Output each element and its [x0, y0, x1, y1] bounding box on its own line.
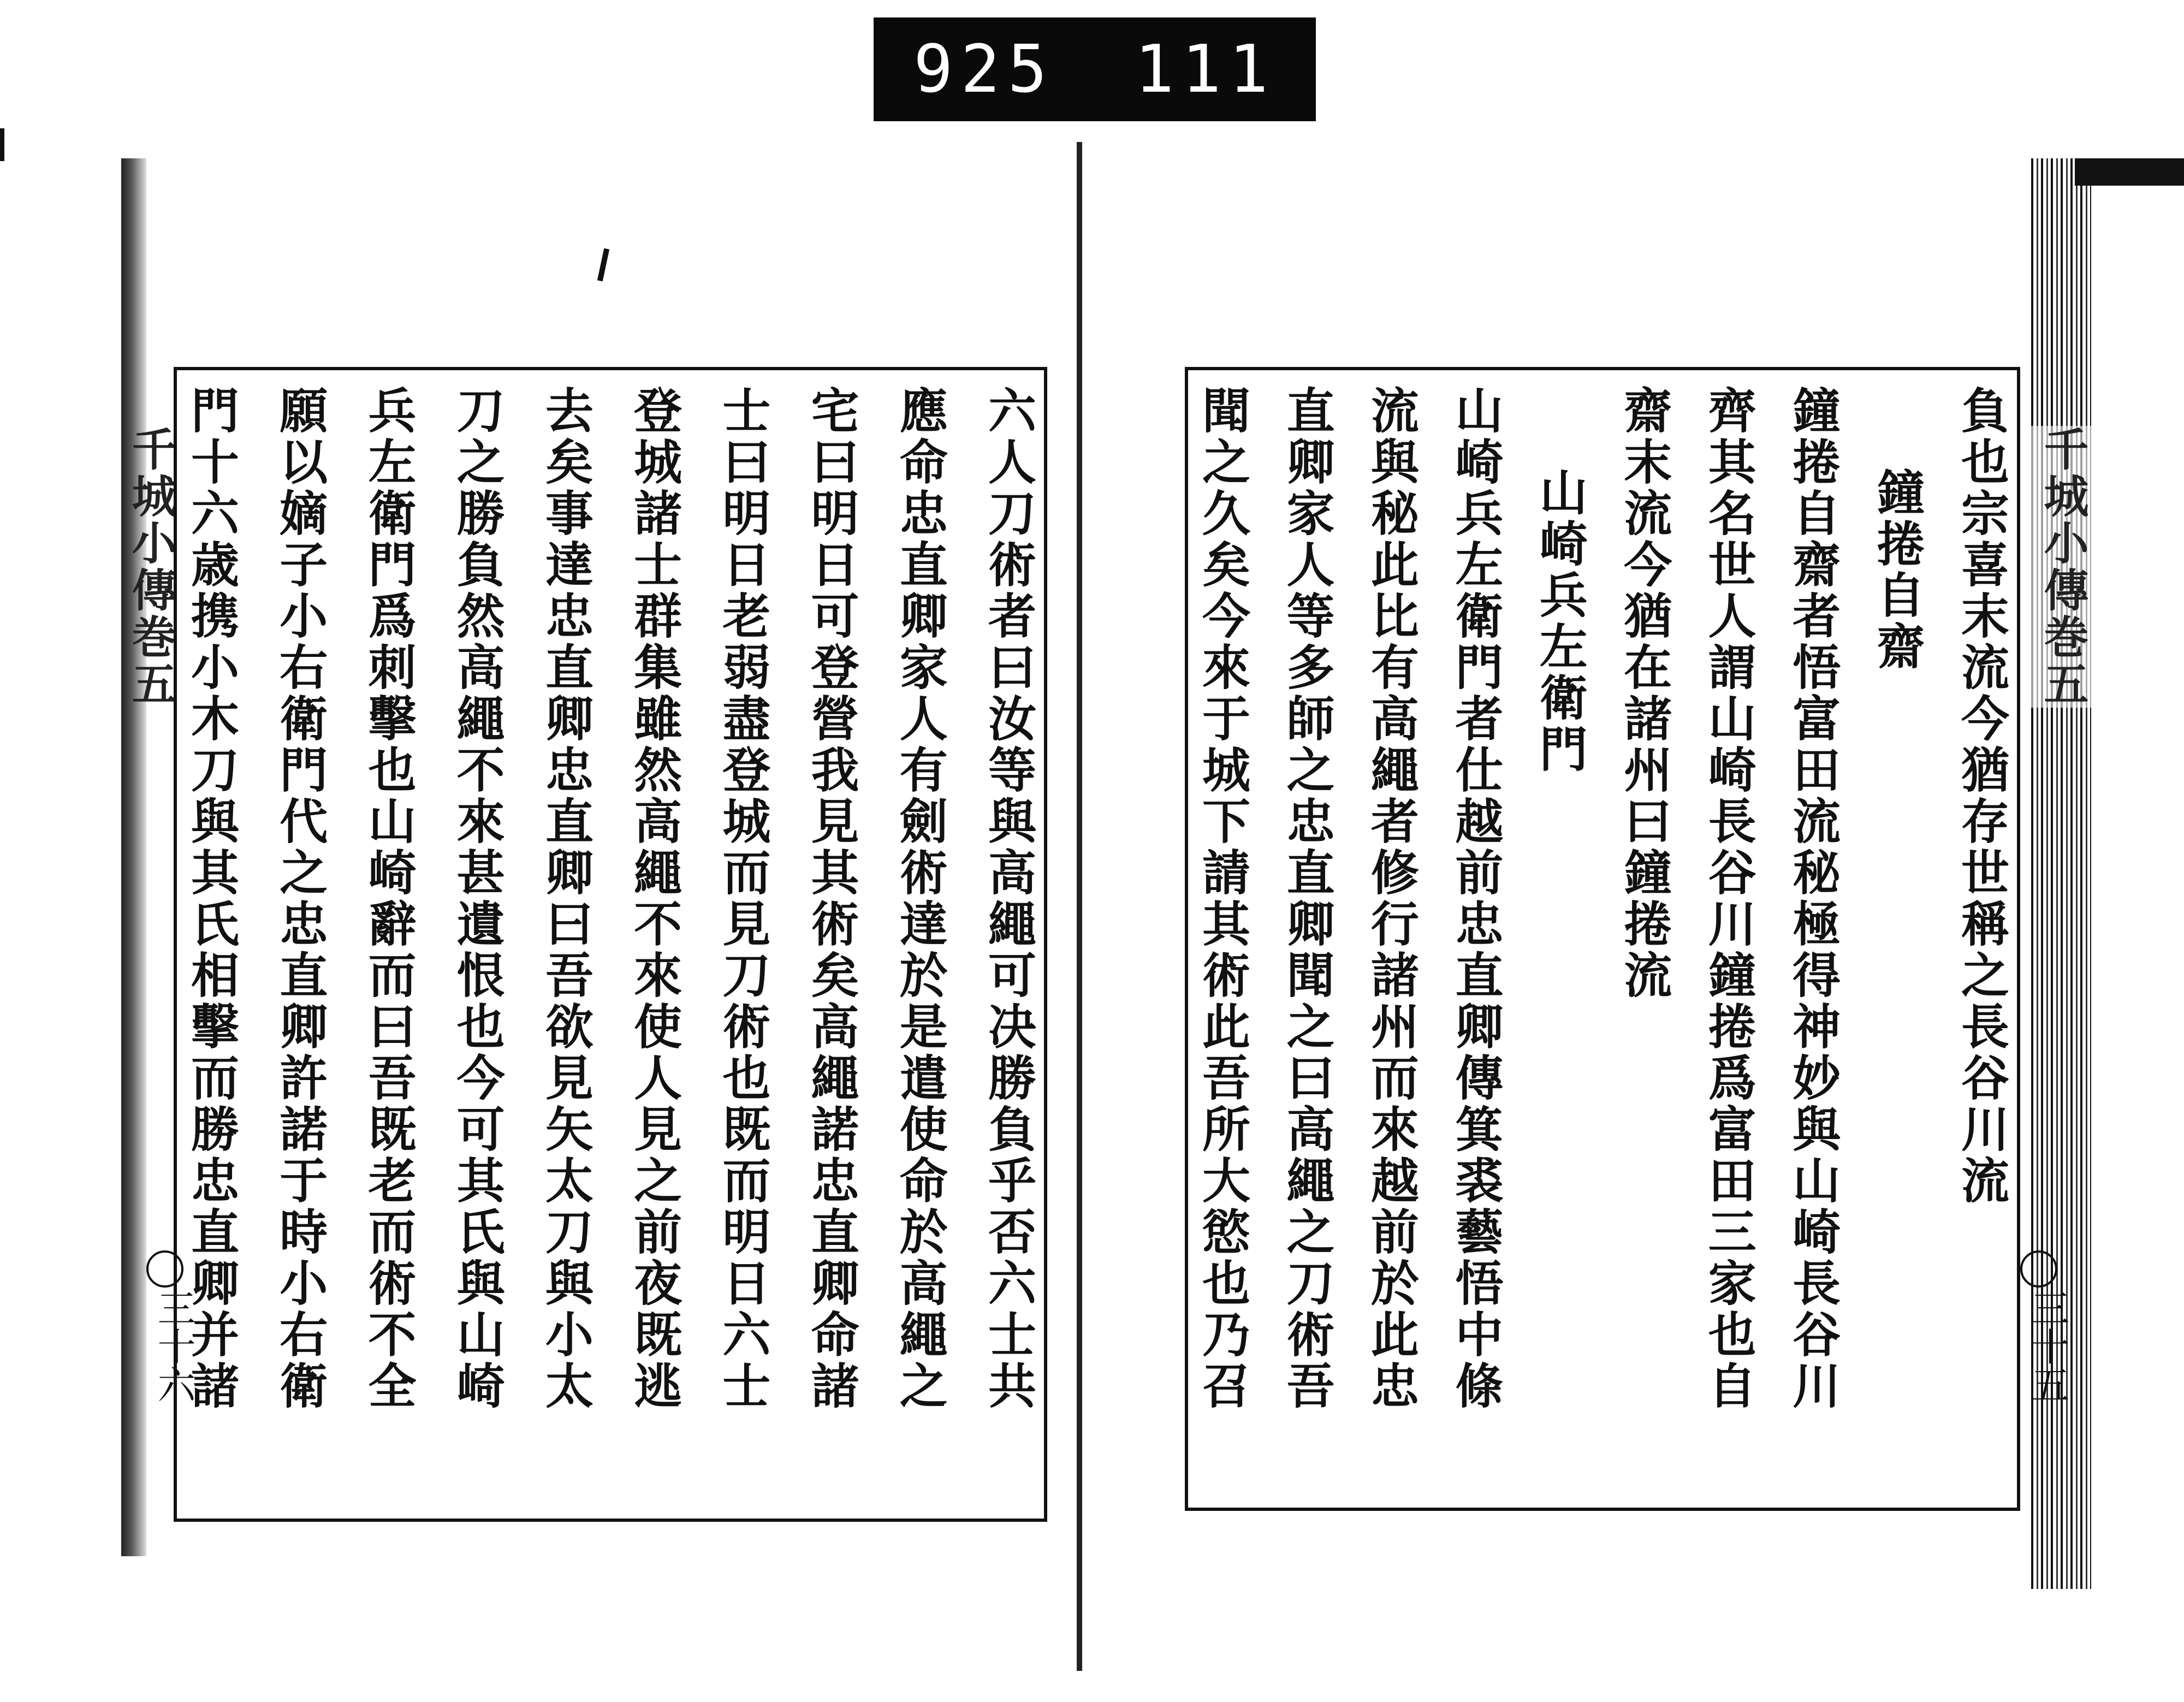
- left-text-columns: [183, 386, 1037, 1503]
- text-column: 齊其名世人謂山崎長谷川鐘捲爲富田三家也自: [1700, 386, 1758, 1412]
- text-column: 兵左衛門爲刺擊也山崎辭而曰吾既老而術不全: [360, 386, 418, 1412]
- right-edge-shadow: [2075, 158, 2184, 186]
- right-text-columns: [1195, 386, 2010, 1492]
- text-column: 流與秘此比有高繩者修行諸州而來越前於此忠: [1363, 386, 1420, 1412]
- right-folio-mark: [2020, 1250, 2057, 1288]
- text-column: 應命忠直卿家人有劍術達於是遣使命於高繩之: [892, 386, 949, 1412]
- left-folio: 三十六: [151, 1289, 196, 1403]
- left-text-frame: [174, 367, 1047, 1522]
- catalog-number-right: 111: [1135, 31, 1276, 108]
- left-page-edge: [121, 158, 146, 1556]
- text-column: 負也宗喜末流今猶存世稱之長谷川流: [1953, 386, 2010, 1207]
- text-column: 鐘捲自齋者悟富田流秘極得神妙與山崎長谷川: [1785, 386, 1842, 1412]
- text-column: 門十六歳携小木刀與其氏相擊而勝忠直卿并諸: [183, 386, 240, 1412]
- text-column: 士曰明日老弱盡登城而見刀術也既而明日六士: [715, 386, 772, 1412]
- section-heading: 鐘捲自齋: [1869, 467, 1926, 673]
- ink-mark: [597, 248, 609, 282]
- text-column: 齋末流今猶在諸州曰鐘捲流: [1616, 386, 1673, 1001]
- section-heading: 山崎兵左衛門: [1532, 467, 1589, 775]
- right-margin-title: 千城小傳巻五: [2031, 426, 2095, 708]
- text-column: 宅曰明日可登營我見其術矣高繩諾忠直卿命諸: [803, 386, 860, 1412]
- text-column: 去矣事達忠直卿忠直卿曰吾欲見矢太刀與小太: [537, 386, 595, 1412]
- left-margin-title: 千城小傳巻五: [124, 426, 177, 708]
- right-folio: 三十五: [2025, 1289, 2070, 1403]
- text-column: 山崎兵左衛門者仕越前忠直卿傳箕裘藝悟中條: [1447, 386, 1505, 1412]
- catalog-number-left: 925: [913, 31, 1055, 108]
- text-column: 六人刀術者曰汝等與高繩可决勝負乎否六士共: [980, 386, 1037, 1412]
- text-column: 刀之勝負然高繩不來甚遺恨也今可其氏與山崎: [449, 386, 506, 1412]
- text-column: 登城諸士群集雖然高繩不來使人見之前夜既逃: [626, 386, 684, 1412]
- text-column: 聞之久矣今來于城下請其術此吾所大慾也乃召: [1195, 386, 1251, 1412]
- page-corner-mark: [0, 128, 4, 161]
- text-column: 願以嫡子小右衛門代之忠直卿許諾于時小右衛: [272, 386, 329, 1412]
- catalog-number-label: [874, 17, 1316, 121]
- text-column: 直卿家人等多師之忠直卿聞之曰高繩之刀術吾: [1279, 386, 1336, 1412]
- right-text-frame: [1185, 367, 2020, 1511]
- book-gutter: [1077, 142, 1082, 1671]
